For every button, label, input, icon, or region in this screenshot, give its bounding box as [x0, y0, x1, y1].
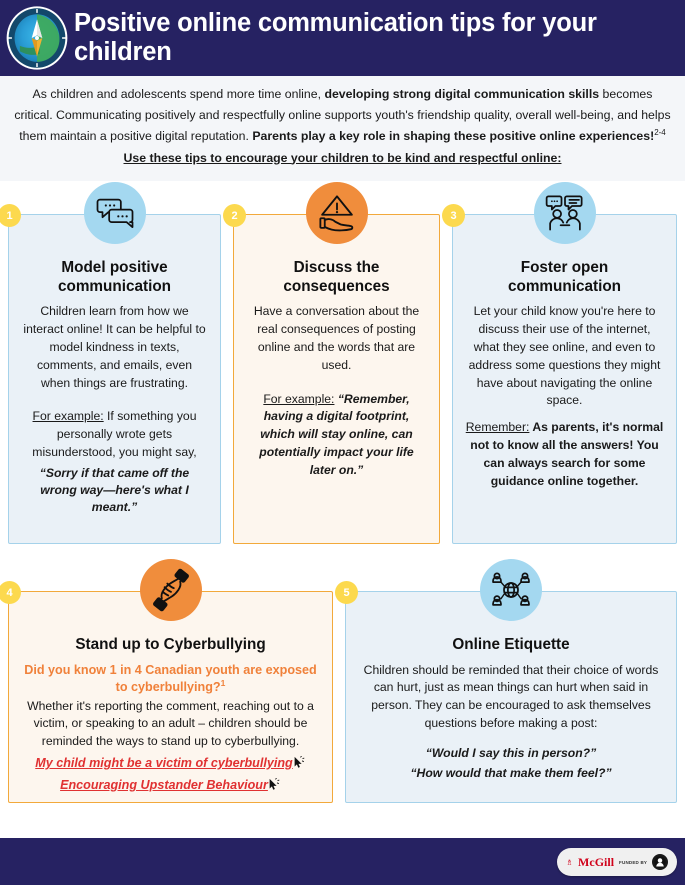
card-body-4: [21, 698, 320, 795]
card-1-quote: “Sorry if that came off the wrong way—here's what I meant.”: [39, 465, 190, 515]
card-2-quote: “Remember, having a digital footprint, which will stay online, can potentially impact your life later on.”: [259, 391, 414, 477]
card-number-badge-5: 5: [335, 581, 358, 604]
spacer: [21, 395, 208, 408]
spacer: [358, 736, 664, 745]
page-title: Positive online communication tips for your children: [74, 8, 597, 66]
card-number-badge-2: 2: [223, 204, 246, 227]
card-4-paragraph: Whether it's reporting the comment, reaching out to a victim, or speaking to an adult – children should be reminded the ways to stand up to cyberbullying.: [27, 698, 314, 749]
speech-bubbles-icon: [84, 182, 146, 244]
card-4-statistic: [21, 662, 320, 696]
tip-card-3[interactable]: [450, 209, 677, 544]
header-bar: [0, 0, 685, 76]
tip-card-2[interactable]: [231, 209, 440, 544]
card-body-2: [246, 303, 427, 479]
card-5-quote-1: “Would I say this in person?”: [425, 745, 597, 760]
mcgill-funding-logo: [557, 848, 677, 876]
card-1-example-text: If something you personally wrote gets misunderstood, you might say,: [32, 409, 197, 459]
intro-citation: 2-4: [654, 128, 666, 138]
intro-paragraph: [12, 84, 673, 169]
card-3-remember-text: As parents, it's normal not to know all the answers! You can always search for some guidance online together.: [470, 420, 664, 488]
tip-card-5[interactable]: [343, 586, 677, 803]
warning-hand-icon: [306, 182, 368, 244]
card-2-example: [246, 391, 427, 480]
card-title-4: Stand up to Cyberbullying: [75, 636, 266, 653]
card-number-badge-3: 3: [442, 204, 465, 227]
mcgill-crest-icon: ♗: [565, 857, 574, 867]
card-title-5: Online Etiquette: [452, 636, 570, 653]
card-2-example-label: For example:: [263, 391, 335, 406]
card-number-badge-1: 1: [0, 204, 21, 227]
intro-bold-parents: Parents play a key role in shaping these positive online experiences!: [252, 129, 655, 144]
intro-text-c: becomes critical. Communicating positively and respectfully online supports youth's friendship quality, overall well-being, and helps them maintain a positive digital reputation.: [14, 87, 671, 144]
card-3-paragraph: Let your child know you're here to discuss their use of the internet, what they see online, and even to address some questions they might have about navigating the online space.: [468, 304, 661, 408]
card-5-paragraph: Children should be reminded that their choice of words can hurt, just as mean things can hurt when said in person. They can be encouraged to ask themselves questions before making a post:: [363, 662, 659, 731]
card-4-link-2-row: [21, 776, 320, 795]
global-network-people-icon: [480, 559, 542, 621]
card-2-paragraph: Have a conversation about the real consequences of posting online and the words that are used.: [253, 304, 420, 372]
youth-digital-compass-logo: [2, 3, 72, 73]
funder-seal-icon: [652, 854, 668, 870]
card-1-example-label: For example:: [32, 409, 104, 424]
footer-bar: [0, 838, 685, 885]
funded-by-label: FUNDED BY: [619, 859, 648, 865]
intro-text-a: As children and adolescents spend more time online,: [32, 87, 325, 101]
intro-section: [0, 76, 685, 181]
card-body-3: [465, 303, 664, 490]
card-4-link-1-row: [21, 754, 320, 773]
two-people-talking-icon: [534, 182, 596, 244]
tip-card-4[interactable]: [6, 586, 333, 803]
cursor-click-icon: [292, 756, 306, 770]
cursor-click-icon: [267, 778, 281, 792]
handshake-icon: [140, 559, 202, 621]
intro-call-to-action: Use these tips to encourage your children to be kind and respectful online:: [123, 150, 562, 165]
card-title-3: Foster open communication: [507, 259, 622, 295]
tips-grid: [0, 181, 685, 831]
card-number-badge-4: 4: [0, 581, 21, 604]
intro-bold-skills: developing strong digital communication skills: [324, 87, 600, 101]
tip-card-1[interactable]: [6, 209, 221, 544]
card-body-1: [21, 303, 208, 516]
compass-logo-icon: [4, 5, 70, 71]
card-5-quote-2: “How would that make them feel?”: [410, 766, 612, 781]
card-title-2: Discuss the consequences: [283, 259, 390, 295]
card-1-paragraph: Children learn from how we interact online! It can be helpful to model kindness in texts, comments, and emails, even when things are frustrating.: [23, 304, 206, 390]
spacer: [246, 378, 427, 391]
link-encouraging-upstander-behaviour[interactable]: Encouraging Upstander Behaviour: [60, 777, 268, 792]
mcgill-wordmark: McGill: [578, 854, 615, 869]
card-3-remember: [465, 419, 664, 490]
card-1-example: [21, 408, 208, 461]
card-body-5: [358, 662, 664, 783]
link-victim-of-cyberbullying[interactable]: My child might be a victim of cyberbullying: [35, 756, 293, 770]
card-4-stat-citation: 1: [220, 678, 226, 689]
card-title-1: Model positive communication: [57, 259, 172, 295]
card-3-remember-label: Remember:: [465, 420, 530, 435]
card-4-stat-text: Did you know 1 in 4 Canadian youth are exposed to cyberbullying?: [24, 662, 317, 695]
